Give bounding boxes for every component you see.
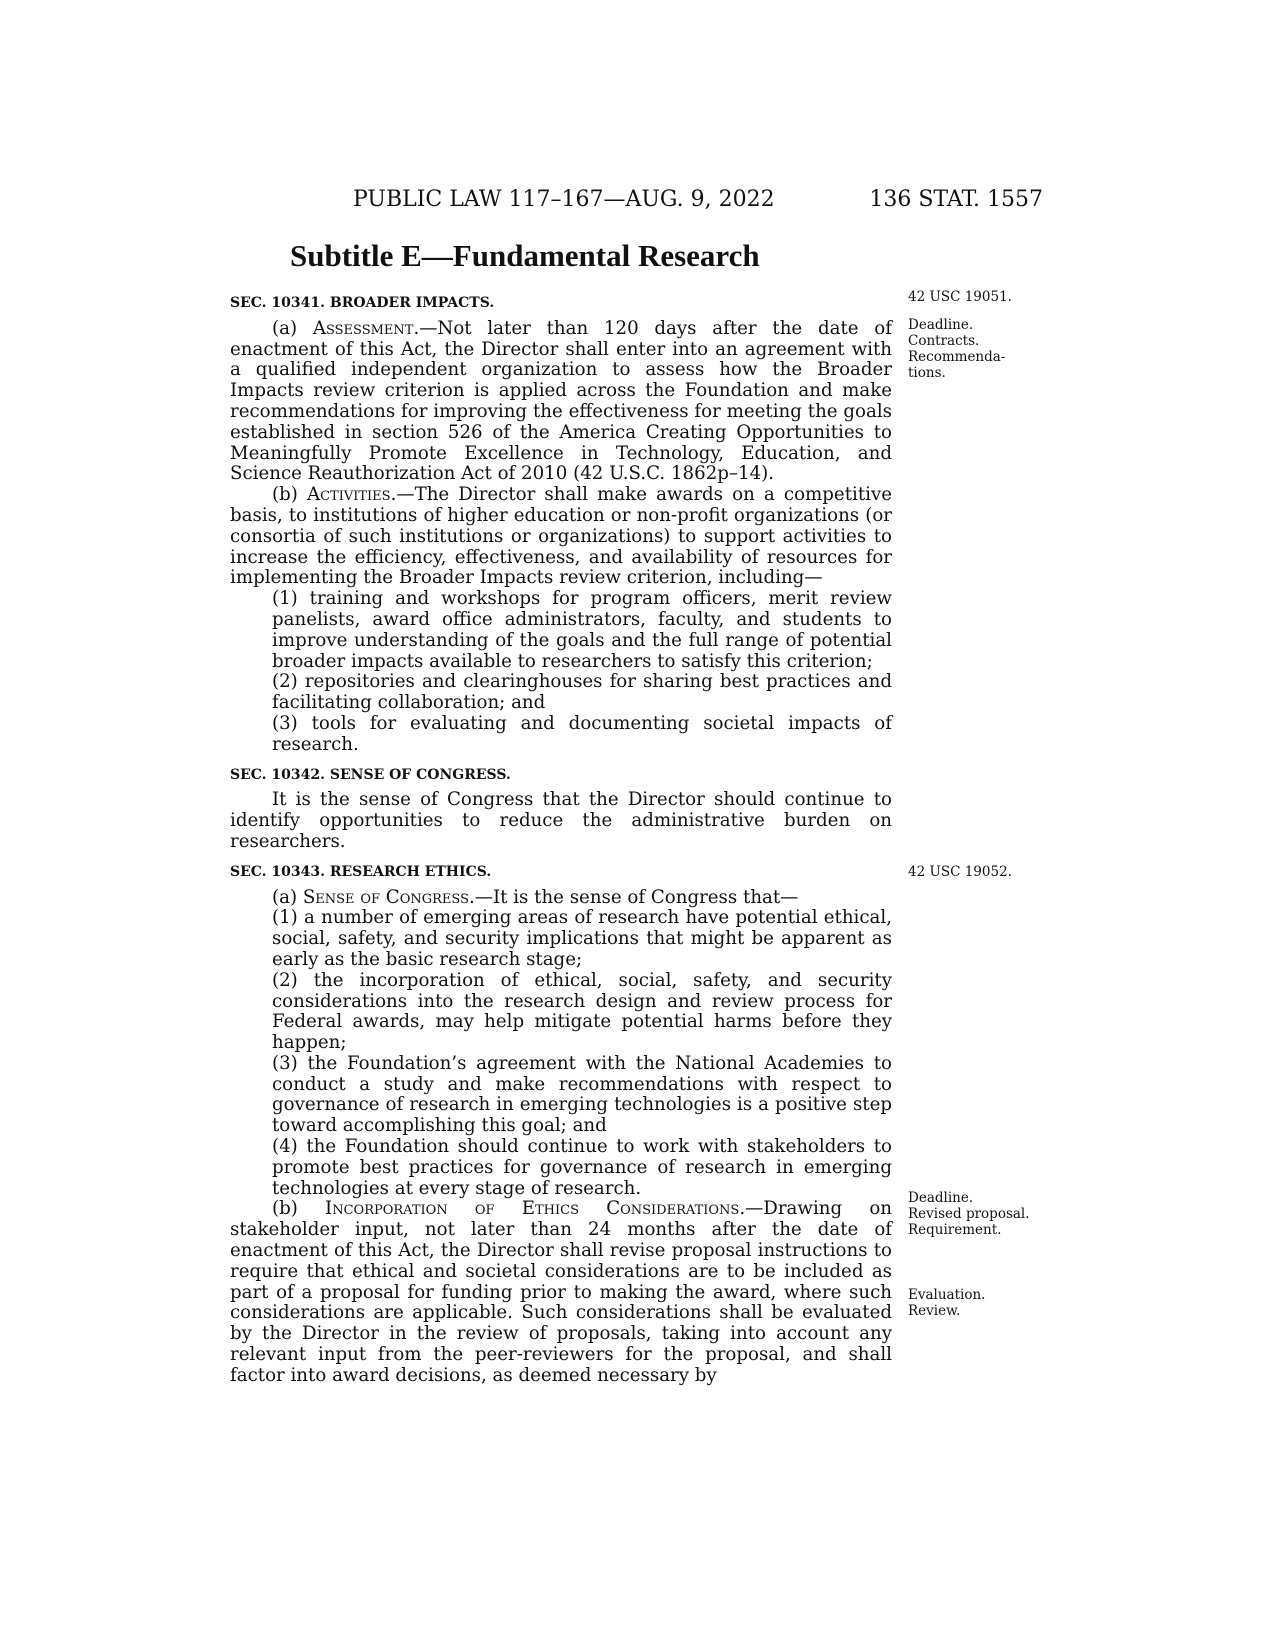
public-law-citation: PUBLIC LAW 117–167—AUG. 9, 2022 [353, 187, 775, 212]
paragraph-text: .—Drawing on stakeholder input, not later than 24 months after the date of enactment of this Act, the Director shall revise proposal instructions to require that ethical and societal considerations are to be included as part of a proposal for funding prior to making the award, where such considerations are applicable. Such considerations shall be evaluated by the Director in the review of proposals, taking into account any relevant input from the peer-reviewers for the proposal, and shall factor into award decisions, as deemed necessary by [230, 1198, 892, 1386]
paragraph-label: (b) [272, 1198, 326, 1220]
paragraph-label: (b) [272, 484, 307, 506]
list-item-stakeholders: (4) the Foundation should continue to work with stakeholders to promote best practices for governance of research in emerging technologies at every stage of research. [272, 1136, 892, 1199]
paragraph-assessment [230, 319, 892, 485]
paragraph-caption: Activities [306, 484, 391, 506]
list-item-agreement: (3) the Foundation’s agreement with the National Academies to conduct a study and make recommendations with respect to governance of research in emerging technologies is a positive step toward accomplishing this goal; and [272, 1052, 892, 1137]
paragraph-sense-of-congress: It is the sense of Congress that the Director should continue to identify opportunities to reduce the administrative burden on researchers. [230, 789, 892, 852]
list-item-incorporation: (2) the incorporation of ethical, social, safety, and security considerations into the research design and review process for Federal awards, may help mitigate potential harms before they happen; [272, 969, 892, 1054]
margin-note-evaluation: Evaluation. Review. [908, 1287, 986, 1319]
list-item-repositories: (2) repositories and clearinghouses for sharing best practices and facilitating collaboration; and [272, 671, 892, 714]
margin-usc-19052: 42 USC 19052. [908, 864, 1012, 880]
section-heading-10342: SEC. 10342. SENSE OF CONGRESS. [230, 766, 511, 783]
paragraph-activities [230, 485, 892, 589]
paragraph-caption: Assessment [312, 317, 414, 339]
list-item-training: (1) training and workshops for program officers, merit review panelists, award office administrators, faculty, and students to improve understanding of the goals and the full range of potential broader impacts available to researchers to satisfy this criterion; [272, 588, 892, 672]
list-item-emerging-areas: (1) a number of emerging areas of research have potential ethical, social, safety, and security implications that might be apparent as early as the basic research stage; [272, 907, 892, 970]
subtitle-heading: Subtitle E—Fundamental Research [290, 238, 760, 273]
paragraph-label: (a) [272, 317, 313, 339]
paragraph-ethics-considerations [230, 1199, 892, 1386]
paragraph-text: .—It is the sense of Congress that— [468, 886, 799, 908]
paragraph-label: (a) [272, 886, 303, 908]
paragraph-text: .—The Director shall make awards on a competitive basis, to institutions of higher education or non-profit organizations (or consortia of such institutions or organizations) to support activities to increase the efficiency, effectiveness, and availability of resources for implementing the Broader Impacts review criterion, including— [230, 484, 892, 589]
list-item-tools: (3) tools for evaluating and documenting societal impacts of research. [272, 712, 892, 755]
section-heading-10341: SEC. 10341. BROADER IMPACTS. [230, 295, 495, 311]
paragraph-caption: Sense of Congress [302, 886, 469, 908]
margin-note-deadline-contracts: Deadline. Contracts. Recommenda- tions. [908, 317, 1006, 381]
margin-usc-19051: 42 USC 19051. [908, 289, 1012, 305]
paragraph-caption: Incorporation of Ethics Considerations [325, 1198, 740, 1220]
statute-page-number: 136 STAT. 1557 [869, 187, 1043, 212]
paragraph-text: .—Not later than 120 days after the date of enactment of this Act, the Director shall enter into an agreement with a qualified independent organization to assess how the Broader Impacts review criterion is applied across the Foundation and make recommendations for improving the effectiveness for meeting the goals established in section 526 of the America Creating Opportunities to Meaningfully Promote Excellence in Technology, Education, and Science Reauthorization Act of 2010 (42 U.S.C. 1862p–14). [230, 317, 892, 485]
margin-note-deadline-revised: Deadline. Revised proposal. Requirement. [908, 1190, 1030, 1238]
section-heading-10343: SEC. 10343. RESEARCH ETHICS. [230, 863, 492, 880]
body-column [230, 293, 892, 1387]
paragraph-sense-of-congress-a [230, 888, 892, 909]
